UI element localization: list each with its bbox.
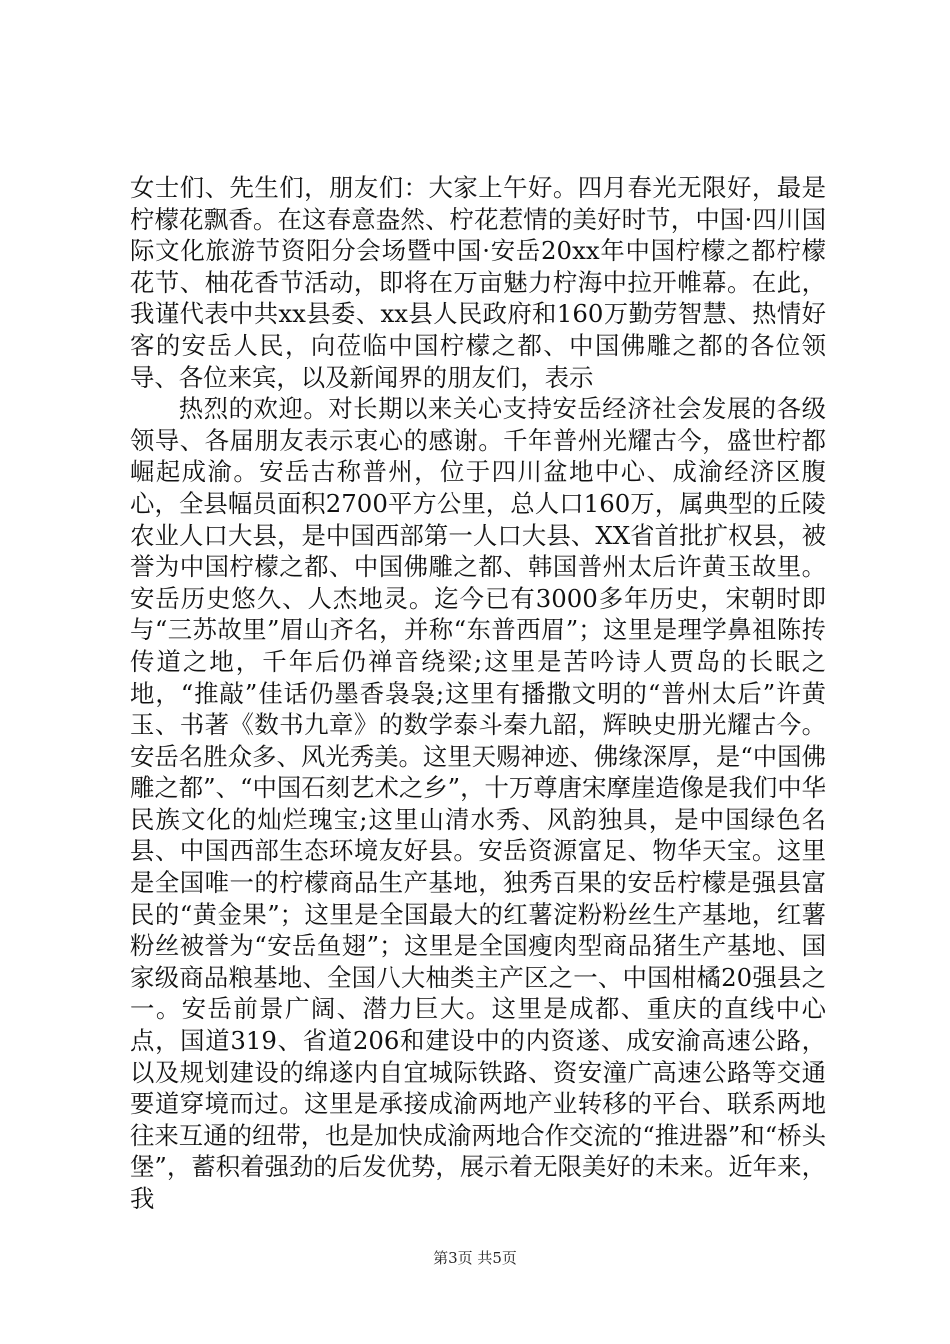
page-number: 第3页 共5页 bbox=[433, 1249, 517, 1267]
paragraph-1: 女士们、先生们，朋友们：大家上午好。四月春光无限好，最是柠檬花飘香。在这春意盎然、柠花惹情的美好时节，中国·四川国际文化旅游节资阳分会场暨中国·安岳20xx年中国柠檬之都柠檬花节、柚花香节活动，即将在万亩魅力柠海中拉开帷幕。在此，我谨代表中共xx县委、xx县人民政府和160万勤劳智慧、热情好客的安岳人民，向莅临中国柠檬之都、中国佛雕之都的各位领导、各位来宾，以及新闻界的朋友们，表示 bbox=[130, 173, 826, 392]
document-body bbox=[130, 172, 826, 1215]
paragraph-2: 热烈的欢迎。对长期以来关心支持安岳经济社会发展的各级领导、各届朋友表示衷心的感谢。千年普州光耀古今，盛世柠都崛起成渝。安岳古称普州，位于四川盆地中心、成渝经济区腹心，全县幅员面积2700平方公里，总人口160万，属典型的丘陵农业人口大县，是中国西部第一人口大县、XX省首批扩权县，被誉为中国柠檬之都、中国佛雕之都、韩国普州太后许黄玉故里。安岳历史悠久、人杰地灵。迄今已有3000多年历史，宋朝时即与“三苏故里”眉山齐名，并称“东普西眉”；这里是理学鼻祖陈抟传道之地，千年后仍禅音绕梁;这里是苦吟诗人贾岛的长眠之地，“推敲”佳话仍墨香袅袅;这里有播撒文明的“普州太后”许黄玉、书著《数书九章》的数学泰斗秦九韶，辉映史册光耀古今。安岳名胜众多、风光秀美。这里天赐神迹、佛缘深厚，是“中国佛雕之都”、“中国石刻艺术之乡”，十万尊唐宋摩崖造像是我们中华民族文化的灿烂瑰宝;这里山清水秀、风韵独具，是中国绿色名县、中国西部生态环境友好县。安岳资源富足、物华天宝。这里是全国唯一的柠檬商品生产基地，独秀百果的安岳柠檬是强县富民的“黄金果”；这里是全国最大的红薯淀粉粉丝生产基地，红薯粉丝被誉为“安岳鱼翅”；这里是全国瘦肉型商品猪生产基地、国家级商品粮基地、全国八大柚类主产区之一、中国柑橘20强县之一。安岳前景广阔、潜力巨大。这里是成都、重庆的直线中心点，国道319、省道206和建设中的内资遂、成安渝高速公路，以及规划建设的绵遂内自宜城际铁路、资安潼广高速公路等交通要道穿境而过。这里是承接成渝两地产业转移的平台、联系两地往来互通的纽带，也是加快成渝两地合作交流的“推进器”和“桥头堡”，蓄积着强劲的后发优势，展示着无限美好的未来。近年来，我 bbox=[130, 394, 826, 1213]
